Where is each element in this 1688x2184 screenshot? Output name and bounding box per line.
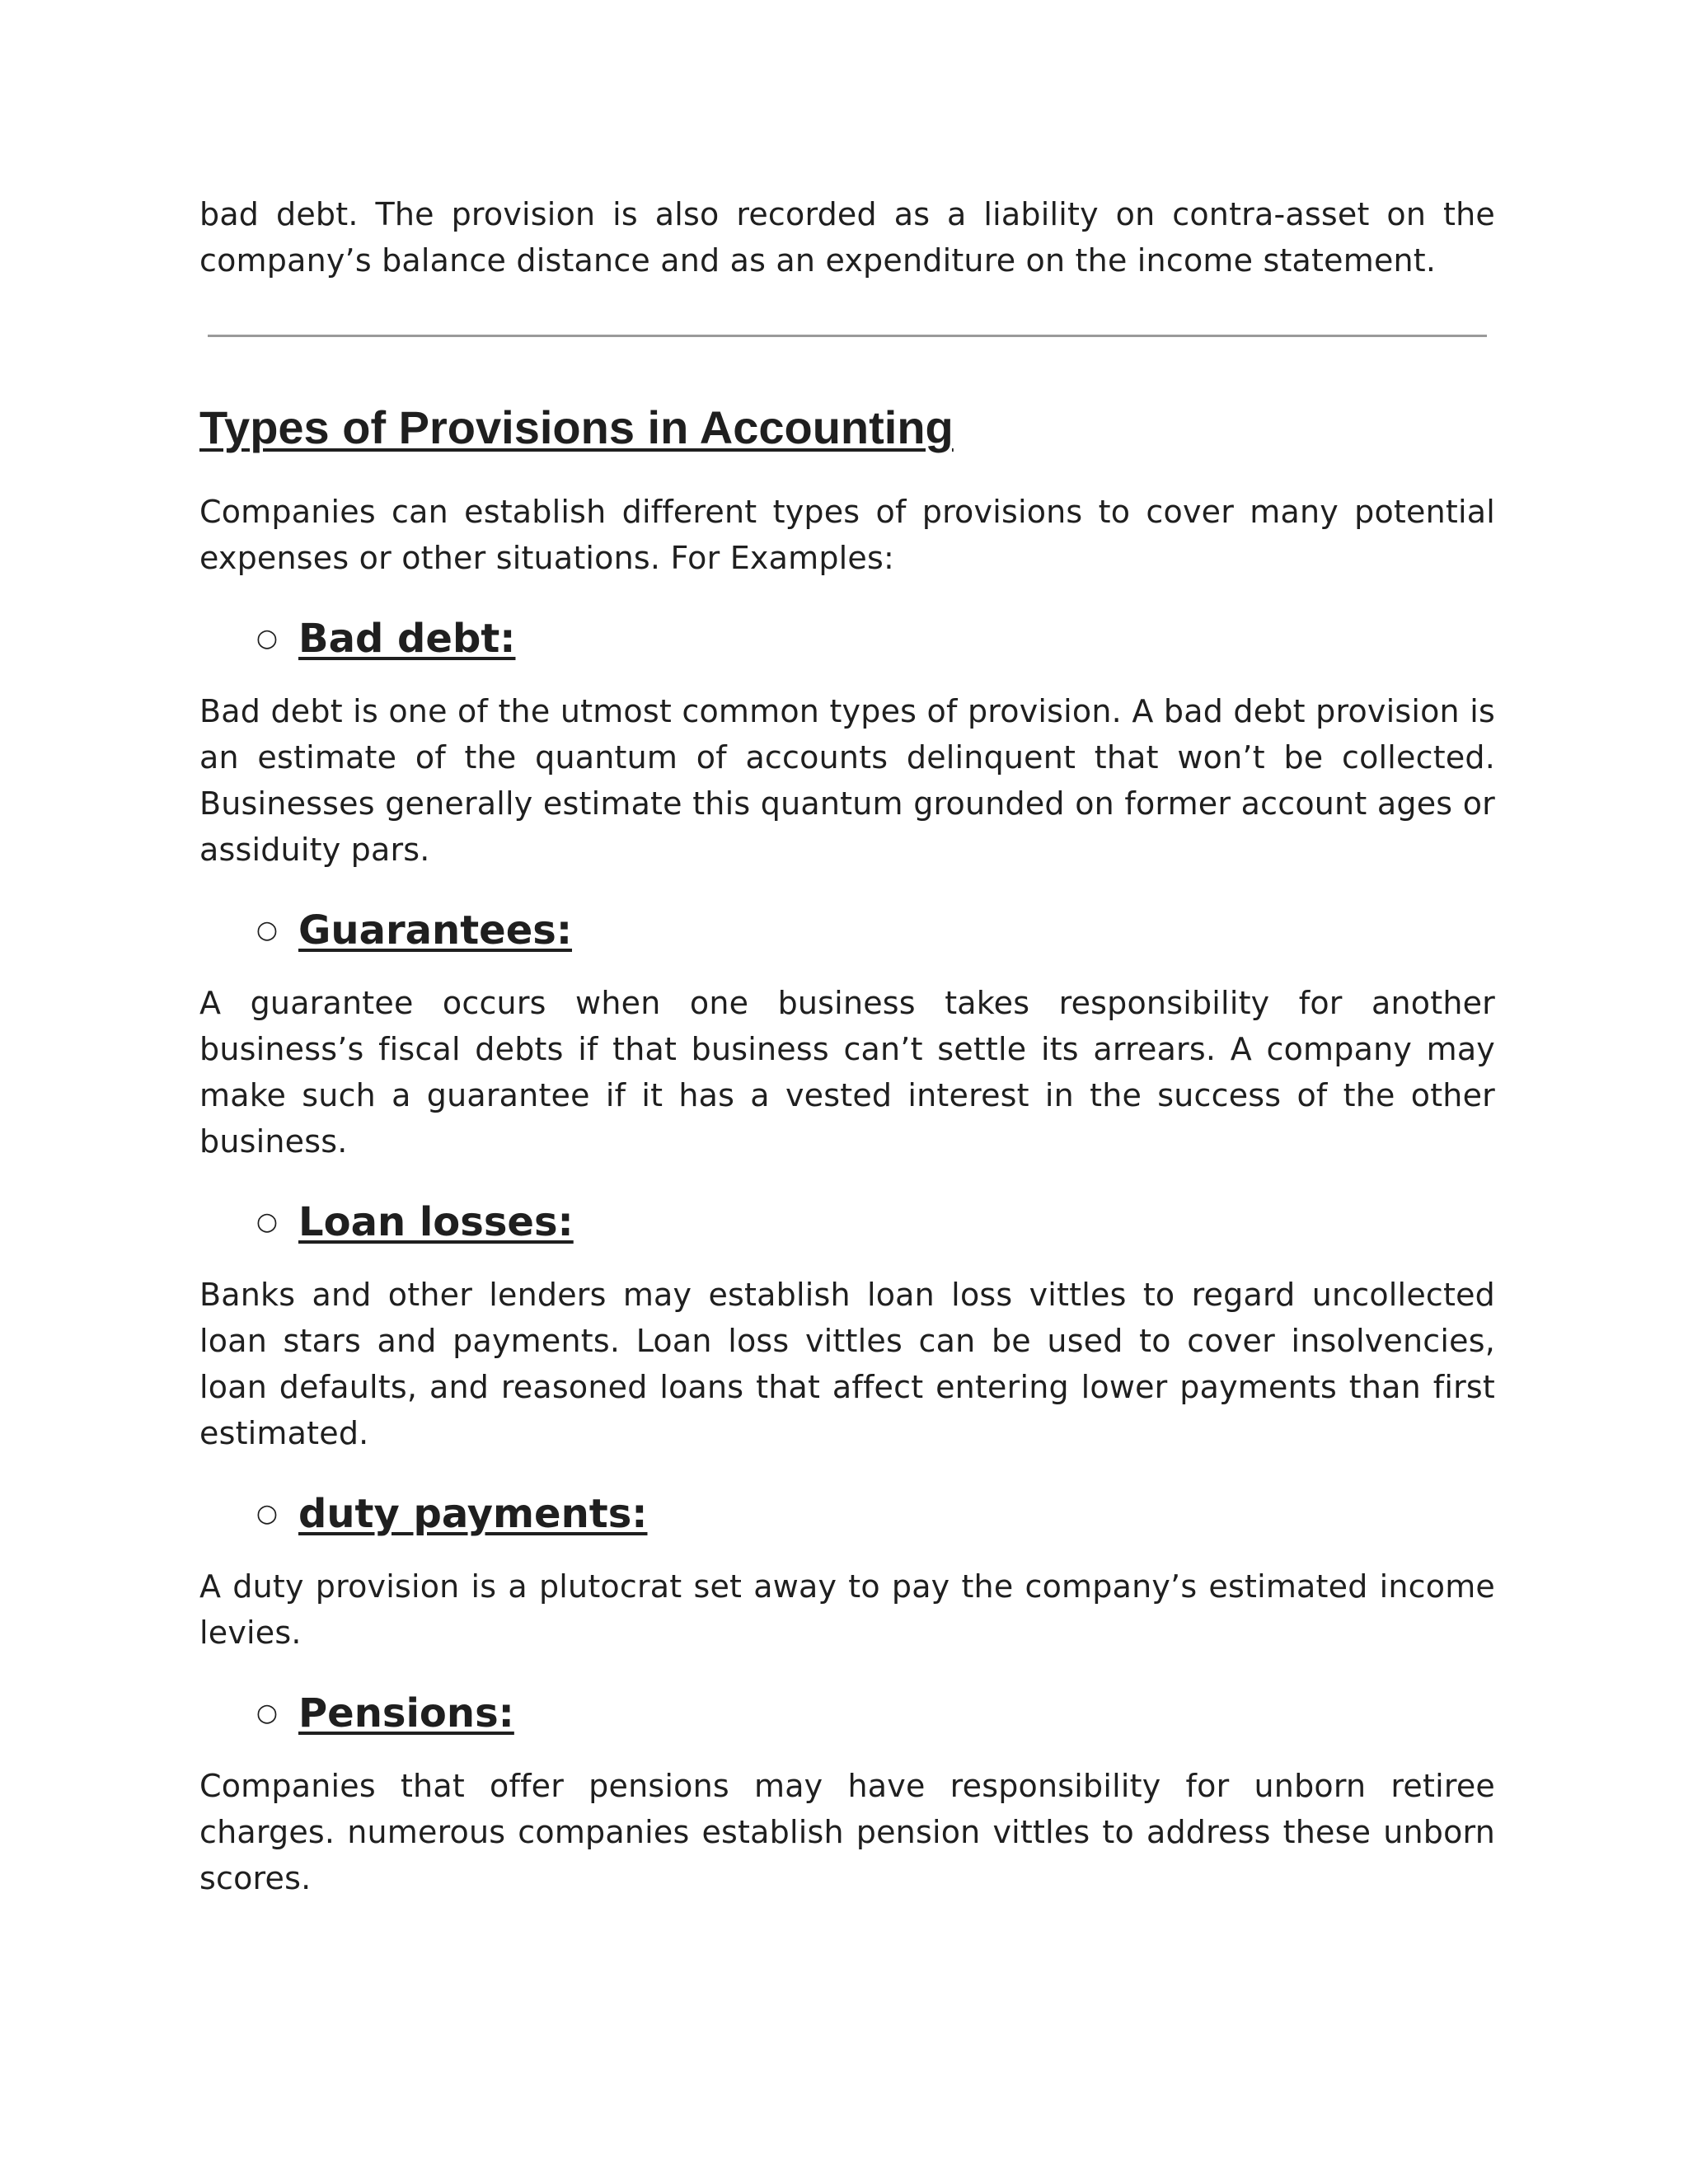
paragraph-guarantees: A guarantee occurs when one business takes responsibility for another business’s fiscal debts if that business can’t settle its arrears. A company may make such a guarantee if it has a vested interest in the success of the other business. xyxy=(199,985,1495,1160)
document-page xyxy=(199,191,1495,1901)
paragraph-loan-losses: Banks and other lenders may establish loan loss vittles to regard uncollected loan stars and payments. Loan loss vittles can be used to cover insolvencies, loan defaults, and reasoned loans that affect entering lower payments than first estimated. xyxy=(199,1277,1495,1451)
paragraph-duty-payments: A duty provision is a plutocrat set away to pay the company’s estimated income levies. xyxy=(199,1568,1495,1651)
subheading-label: Guarantees: xyxy=(298,907,573,954)
subheading-label: duty payments: xyxy=(298,1491,648,1537)
hollow-circle-bullet-icon: ○ xyxy=(256,916,279,944)
subheading-pensions xyxy=(199,1687,1495,1740)
section-title: Types of Provisions in Accounting xyxy=(199,401,954,453)
paragraph-bad-debt: Bad debt is one of the utmost common types of provision. A bad debt provision is an estimate of the quantum of accounts delinquent that won’t be collected. Businesses generally estimate this quantum grounded on former account ages or assiduity pars. xyxy=(199,693,1495,868)
intro-continuation-paragraph: bad debt. The provision is also recorded as a liability on contra-asset on the company’s balance distance and as an expenditure on the income statement. xyxy=(199,196,1495,279)
subheading-label: Loan losses: xyxy=(298,1199,574,1245)
subheading-duty-payments xyxy=(199,1488,1495,1540)
hollow-circle-bullet-icon: ○ xyxy=(256,1207,279,1236)
section-intro-paragraph: Companies can establish different types of provisions to cover many potential expenses or other situations. For Examples: xyxy=(199,494,1495,576)
hollow-circle-bullet-icon: ○ xyxy=(256,624,279,653)
subheading-loan-losses xyxy=(199,1196,1495,1249)
subheading-label: Pensions: xyxy=(298,1690,514,1736)
subheading-guarantees xyxy=(199,904,1495,957)
subheading-label: Bad debt: xyxy=(298,616,516,662)
hollow-circle-bullet-icon: ○ xyxy=(256,1499,279,1528)
horizontal-divider xyxy=(208,335,1487,337)
subheading-bad-debt xyxy=(199,612,1495,665)
paragraph-pensions: Companies that offer pensions may have responsibility for unborn retiree charges. numerous companies establish pension vittles to address these unborn scores. xyxy=(199,1768,1495,1896)
hollow-circle-bullet-icon: ○ xyxy=(256,1699,279,1727)
